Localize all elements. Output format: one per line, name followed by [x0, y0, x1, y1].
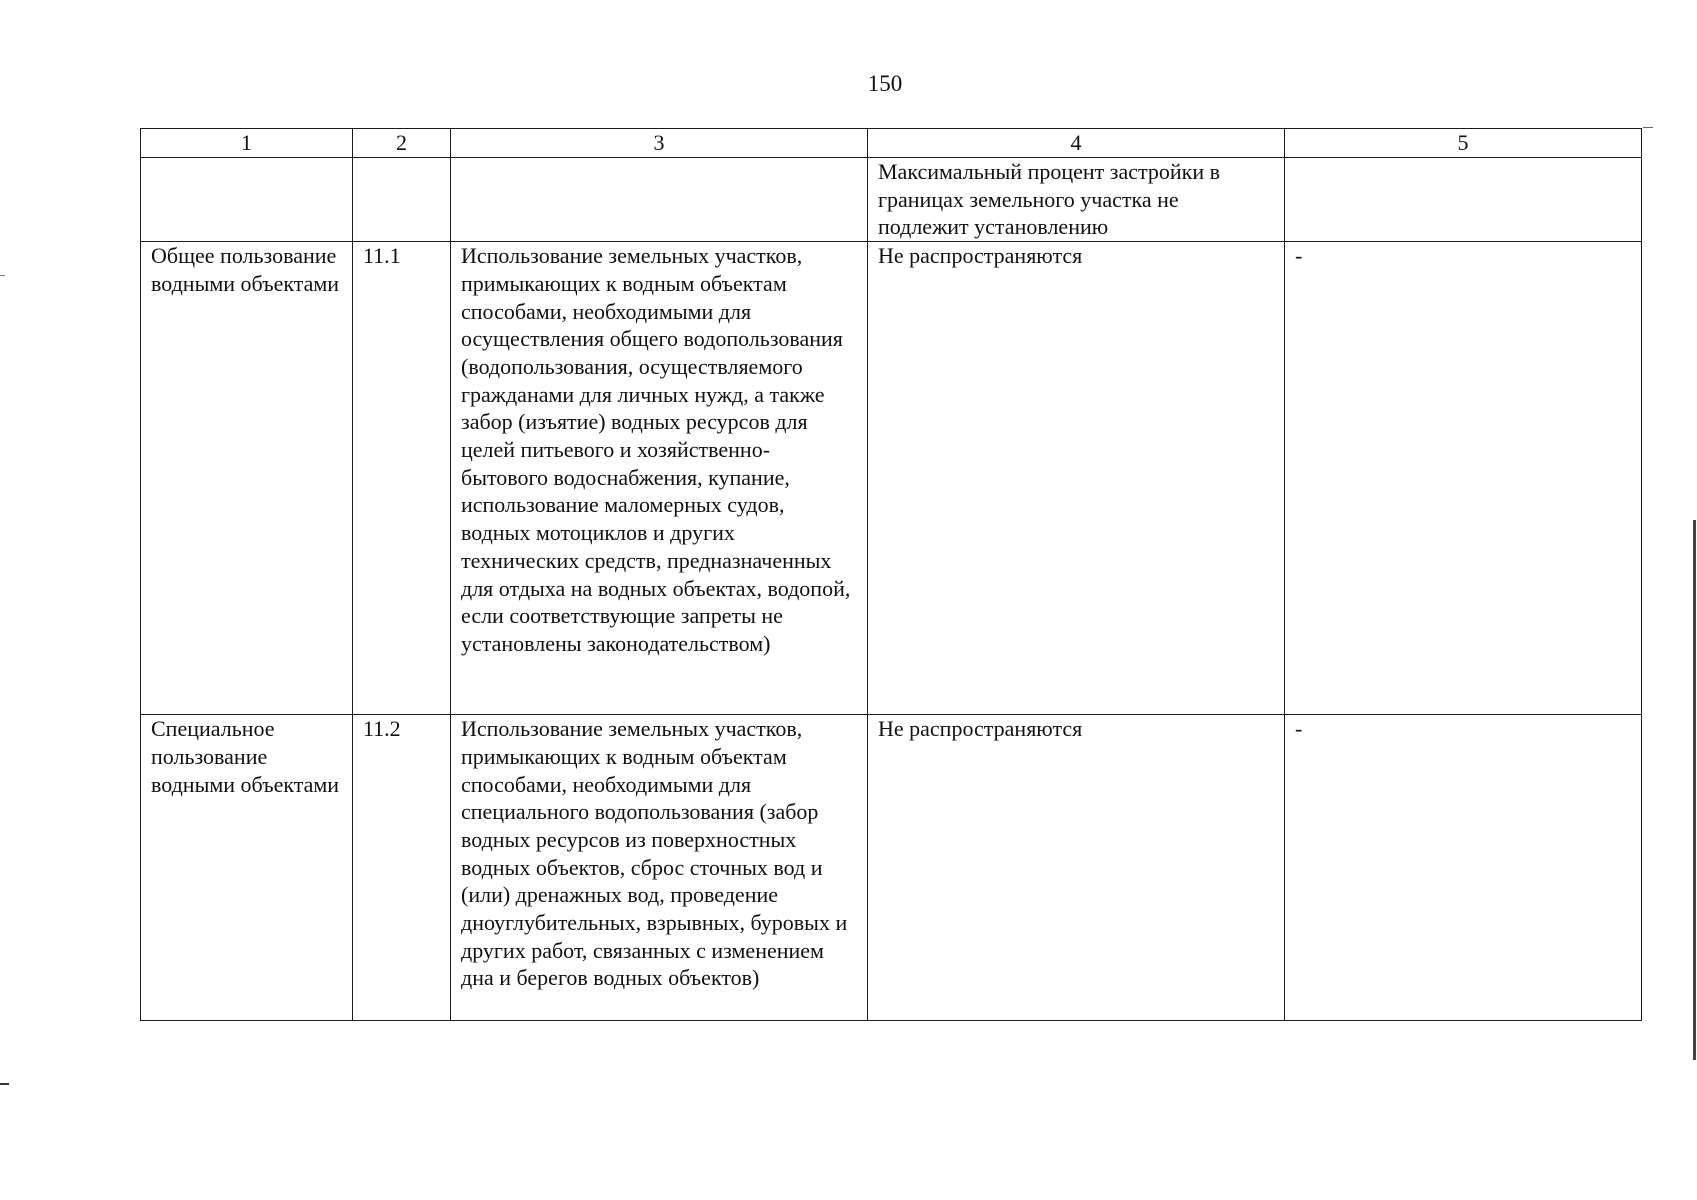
scan-mark [1643, 127, 1653, 128]
table-cell [353, 715, 451, 1021]
table-cell [451, 158, 868, 242]
page-number: 150 [867, 71, 903, 96]
table-cell [141, 158, 353, 242]
cell-text: Не распространяются [878, 716, 1083, 742]
column-header-1: 1 [141, 129, 353, 158]
cell-text: Использование земельных участков, примыкающих к водным объектам способами, необходимыми для специального водопользования (забор водных ресурсов из поверхностных водных объектов, сброс сточных вод и (или) дренажных вод, проведение дноуглубительных, взрывных, буровых и других работ, связанных с изменением дна и берегов водных объектов) [461, 716, 848, 991]
cell-text: Общее пользование водными объектами [151, 243, 340, 296]
cell-text: - [1295, 716, 1303, 742]
cell-text: Использование земельных участков, примыкающих к водным объектам способами, необходимыми для осуществления общего водопользования (водопользования, осуществляемого гражданами для личных нужд, а также забор (изъятие) водных ресурсов для целей питьевого и хозяйственно-бытового водоснабжения, купание, использование маломерных судов, водных мотоциклов и других технических средств, предназначенных для отдыха на водных объектах, водопой, если соответствующие запреты не установлены законодательством) [461, 243, 851, 656]
cell-text: - [1295, 243, 1303, 269]
table-cell [1285, 158, 1642, 242]
column-header-2: 2 [353, 129, 451, 158]
column-header-3: 3 [451, 129, 868, 158]
table-cell [868, 158, 1285, 242]
table-row [141, 158, 1642, 242]
scan-mark [1693, 520, 1696, 1060]
scan-mark [0, 1083, 9, 1085]
table-cell [451, 242, 868, 715]
table-cell [353, 158, 451, 242]
column-header-5: 5 [1285, 129, 1642, 158]
table-row [141, 242, 1642, 715]
table-cell [1285, 242, 1642, 715]
cell-text: 11.2 [363, 716, 401, 742]
table-row [141, 715, 1642, 1021]
table-header-row [141, 129, 1642, 158]
cell-text: Специальное пользование водными объектами [151, 716, 340, 797]
table-cell [141, 715, 353, 1021]
table-cell [868, 715, 1285, 1021]
cell-text: 11.1 [363, 243, 401, 269]
table-cell [451, 715, 868, 1021]
data-table [140, 128, 1642, 1021]
table-cell [1285, 715, 1642, 1021]
table-cell [868, 242, 1285, 715]
scan-mark [0, 275, 5, 276]
column-header-4: 4 [868, 129, 1285, 158]
table-cell [141, 242, 353, 715]
table-cell [353, 242, 451, 715]
cell-text: Максимальный процент застройки в границах земельного участка не подлежит установлению [878, 159, 1220, 240]
cell-text: Не распространяются [878, 243, 1083, 269]
